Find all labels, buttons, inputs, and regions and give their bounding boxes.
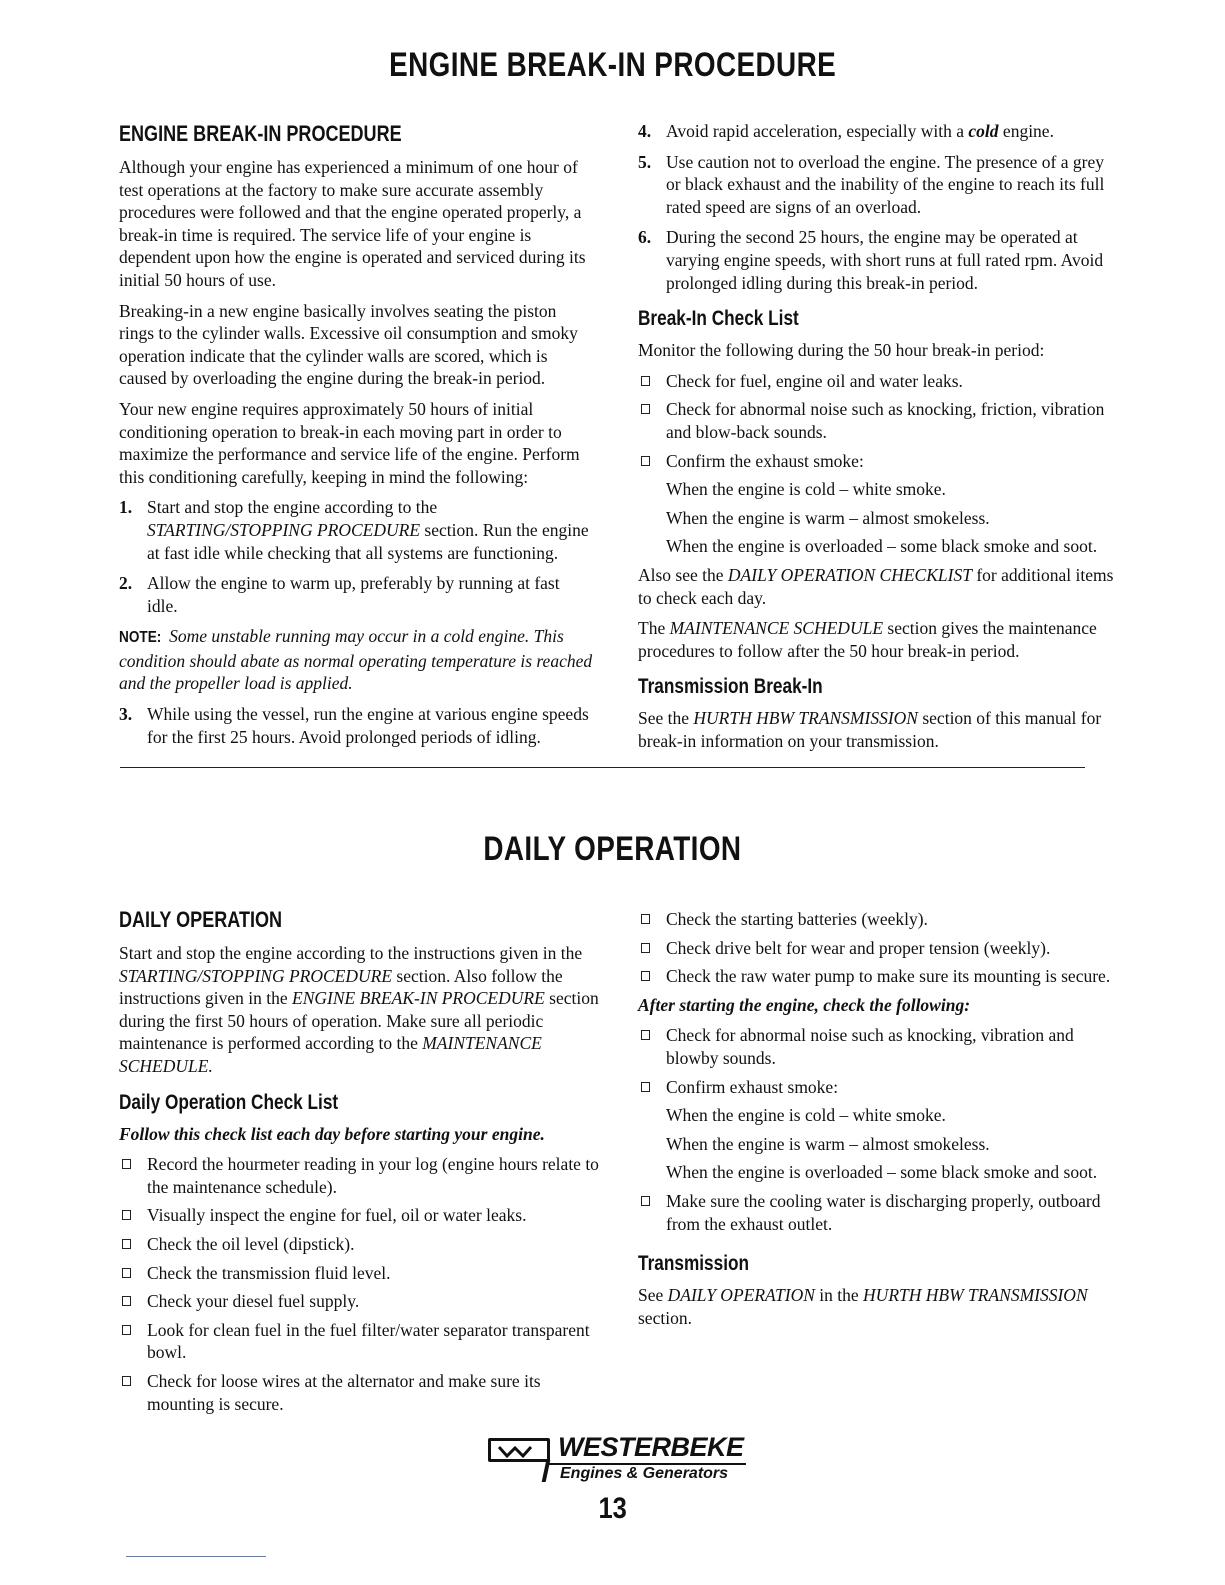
bottom-rule [126,1556,266,1557]
checkbox-icon [641,1030,650,1040]
checkbox-icon [122,1159,131,1169]
daily-check-item: Check the raw water pump to make sure its mounting is secure. [638,965,1116,988]
checkbox-icon [122,1239,131,1249]
daily-right-column [638,908,1116,1337]
breakin-para-1: Although your engine has experienced a minimum of one hour of test operations at the factory to make sure accurate assembly procedures were followed and that the engine operated properly, a break-in time is required. The service life of your engine is dependent upon how the engine is operated and serviced during its initial 50 hours of use. [119,157,586,290]
checkbox-icon [122,1376,131,1386]
logo-stem [542,1460,551,1482]
westerbeke-w-icon [488,1438,550,1462]
breakin-para-3: Your new engine requires approximately 50 hours of initial conditioning operation to break-in each moving part in order to maximize the performance and service life of the engine. Perform this conditioning carefully, keeping in mind the following: [119,398,580,487]
after-start-heading: After starting the engine, check the following: [638,994,971,1015]
daily-transmission-text: See DAILY OPERATION in the HURTH HBW TRANSMISSION section. [638,1285,1088,1328]
checkbox-icon [641,1082,650,1092]
smoke-cold: When the engine is cold – white smoke. [666,1105,946,1126]
checkbox-icon [641,914,650,924]
daily-intro: Start and stop the engine according to the instructions given in the STARTING/STOPPING PROCEDURE section. Also follow the instructions given in the ENGINE BREAK-IN PROCEDURE section during the first 50 hours of operation. Make sure all periodic maintenance is performed according to the MAINTENANCE SCHEDULE. [119,943,599,1076]
smoke-warm: When the engine is warm – almost smokeless. [666,507,990,528]
smoke-cold: When the engine is cold – white smoke. [666,479,946,500]
breakin-step-3: 3. While using the vessel, run the engine at various engine speeds for the first 25 hours. Avoid prolonged periods of idling. [119,704,589,747]
breakin-step-4: 4. Avoid rapid acceleration, especially with a cold engine. [638,121,1054,141]
checkbox-icon [122,1268,131,1278]
breakin-step-1: 1. Start and stop the engine according to the STARTING/STOPPING PROCEDURE section. Run the engine at fast idle while checking that all systems are functioning. [119,497,589,563]
checkbox-icon [122,1325,131,1335]
brand-tagline: Engines & Generators [560,1465,729,1482]
breakin-also-see: Also see the DAILY OPERATION CHECKLIST for additional items to check each day. [638,564,1114,608]
breakin-step-2: 2. Allow the engine to warm up, preferably by running at fast idle. [119,573,560,616]
transmission-breakin-heading: Transmission Break-In [638,675,823,699]
daily-transmission-heading: Transmission [638,1252,750,1276]
daily-check-item: Check the starting batteries (weekly). [638,908,1116,931]
smoke-overloaded: When the engine is overloaded – some black smoke and soot. [666,536,1098,557]
breakin-left-column [119,120,593,756]
breakin-right-column [638,120,1116,760]
breakin-para-2: Breaking-in a new engine basically involves seating the piston rings to the cylinder walls. Excessive oil consumption and smoky operation indicate that the cylinder walls are scored, which is caused by overloading the engine during the break-in period. [119,300,578,389]
brand-name: WESTERBEKE [558,1432,744,1462]
daily-check-item: Visually inspect the engine for fuel, oil or water leaks. [119,1204,599,1227]
daily-check-item: Look for clean fuel in the fuel filter/water separator transparent bowl. [119,1319,599,1364]
section-divider [120,767,1085,768]
checkbox-icon [641,376,650,386]
breakin-checklist-heading: Break-In Check List [638,307,799,331]
breakin-check-item: Confirm the exhaust smoke: [638,450,1116,473]
daily-check-item: Check for loose wires at the alternator and make sure its mounting is secure. [119,1370,599,1415]
page-title: ENGINE BREAK-IN PROCEDURE [388,46,837,84]
daily-heading: DAILY OPERATION [119,907,283,932]
daily-check-item: Check drive belt for wear and proper tension (weekly). [638,937,1116,960]
checkbox-icon [641,971,650,981]
smoke-overloaded: When the engine is overloaded – some black smoke and soot. [666,1162,1098,1183]
transmission-breakin-text: See the HURTH HBW TRANSMISSION section of this manual for break-in information on your transmission. [638,708,1102,751]
daily-checklist-heading: Daily Operation Check List [119,1090,339,1114]
after-start-item: Check for abnormal noise such as knocking, vibration and blowby sounds. [638,1024,1116,1069]
checkbox-icon [641,1196,650,1206]
westerbeke-logo [488,1432,748,1488]
breakin-maintenance-ref: The MAINTENANCE SCHEDULE section gives the maintenance procedures to follow after the 50 hour break-in period. [638,618,1097,661]
daily-check-item: Check the transmission fluid level. [119,1262,599,1285]
checkbox-icon [122,1210,131,1220]
daily-check-item: Check your diesel fuel supply. [119,1290,599,1313]
breakin-checklist-intro: Monitor the following during the 50 hour break-in period: [638,340,1045,361]
breakin-step-6: 6. During the second 25 hours, the engine may be operated at varying engine speeds, with short runs at full rated rpm. Avoid prolonged idling during this break-in period. [638,227,1104,293]
checkbox-icon [641,404,650,414]
page-number: 13 [598,1492,627,1525]
after-start-item: Confirm exhaust smoke: [638,1076,1116,1099]
after-start-item: Make sure the cooling water is discharging properly, outboard from the exhaust outlet. [638,1190,1116,1235]
breakin-check-item: Check for abnormal noise such as knocking, friction, vibration and blow-back sounds. [638,398,1116,443]
daily-check-item: Check the oil level (dipstick). [119,1233,599,1256]
breakin-heading: ENGINE BREAK-IN PROCEDURE [119,121,402,146]
daily-left-column [119,906,599,1421]
checkbox-icon [122,1296,131,1306]
daily-checklist-intro: Follow this check list each day before starting your engine. [119,1123,545,1144]
checkbox-icon [641,943,650,953]
checkbox-icon [641,456,650,466]
smoke-warm: When the engine is warm – almost smokeless. [666,1133,990,1154]
daily-title: DAILY OPERATION [483,830,742,868]
breakin-note: NOTE: Some unstable running may occur in a cold engine. This condition should abate as normal operating temperature is reached and the propeller load is applied. [119,626,593,694]
daily-check-item: Record the hourmeter reading in your log (engine hours relate to the maintenance schedule). [119,1153,599,1198]
breakin-check-item: Check for fuel, engine oil and water leaks. [638,370,1116,393]
breakin-step-5: 5. Use caution not to overload the engine. The presence of a grey or black exhaust and the inability of the engine to reach its full rated speed are signs of an overload. [638,151,1105,217]
